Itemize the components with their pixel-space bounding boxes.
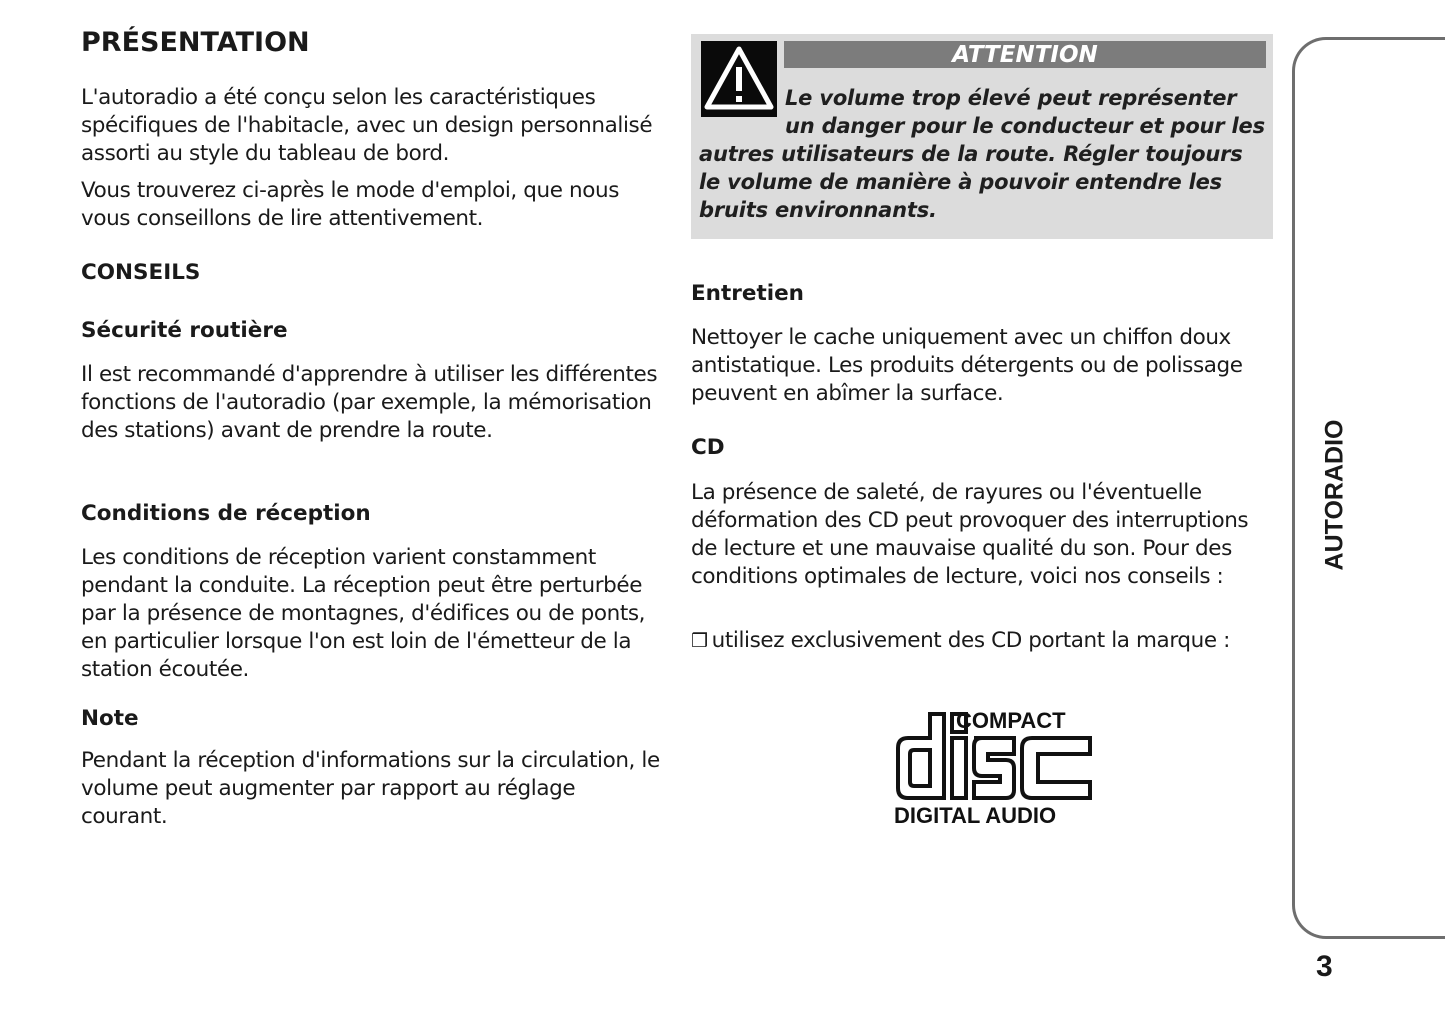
- securite-heading: Sécurité routière: [81, 318, 288, 343]
- note-heading: Note: [81, 706, 139, 731]
- section-label: AUTORADIO: [1320, 419, 1349, 571]
- conseils-heading: CONSEILS: [81, 260, 201, 285]
- warning-box: [691, 34, 1273, 239]
- page-number: 3: [1316, 950, 1333, 983]
- cd-bullet-text: utilisez exclusivement des CD portant la marque :: [711, 628, 1230, 653]
- cd-heading: CD: [691, 435, 725, 460]
- logo-disc-text: disc: [894, 706, 896, 707]
- note-paragraph: Pendant la réception d'informations sur la circulation, le volume peut augmenter par rapport au réglage courant.: [81, 748, 660, 829]
- reception-heading: Conditions de réception: [81, 501, 371, 526]
- warning-title: ATTENTION: [784, 41, 1266, 68]
- cd-paragraph: La présence de saleté, de rayures ou l'éventuelle déformation des CD peut provoquer des interruptions de lecture et une mauvaise qualité du son. Pour des conditions optimales de lecture, voici nos conseils :: [691, 480, 1249, 589]
- entretien-heading: Entretien: [691, 281, 804, 306]
- reception-paragraph: Les conditions de réception varient constamment pendant la conduite. La réception peut être perturbée par la présence de montagnes, d'édifices ou de ponts, en particulier lorsque l'on est loin de l'émetteur de la station écoutée.: [81, 545, 646, 682]
- warning-text: Le volume trop élevé peut représenter un danger pour le conducteur et pour les autres utilisateurs de la route. Régler toujours le volume de manière à pouvoir entendre les bruits environnants.: [699, 86, 1265, 222]
- checkbox-bullet-icon: ❒: [691, 630, 708, 652]
- compact-disc-logo: [894, 706, 1094, 828]
- entretien-paragraph: Nettoyer le cache uniquement avec un chiffon doux antistatique. Les produits détergents ou de polissage peuvent en abîmer la surface.: [691, 325, 1243, 406]
- securite-paragraph: Il est recommandé d'apprendre à utiliser les différentes fonctions de l'autoradio (par exemple, la mémorisation des stations) avant de prendre la route.: [81, 362, 658, 443]
- intro-paragraph-2: Vous trouverez ci-après le mode d'emploi, que nous vous conseillons de lire attentivement.: [81, 178, 620, 231]
- intro-paragraph-1: L'autoradio a été conçu selon les caractéristiques spécifiques de l'habitacle, avec un design personnalisé assorti au style du tableau de bord.: [81, 85, 653, 166]
- cd-bullet-item: [691, 627, 1273, 655]
- page-title: PRÉSENTATION: [81, 27, 310, 58]
- logo-digital-audio-text: DIGITAL AUDIO: [894, 803, 1057, 828]
- warning-text-wrap: [699, 84, 1267, 224]
- logo-compact-text: COMPACT: [956, 708, 1066, 733]
- section-side-tab: [1292, 37, 1445, 939]
